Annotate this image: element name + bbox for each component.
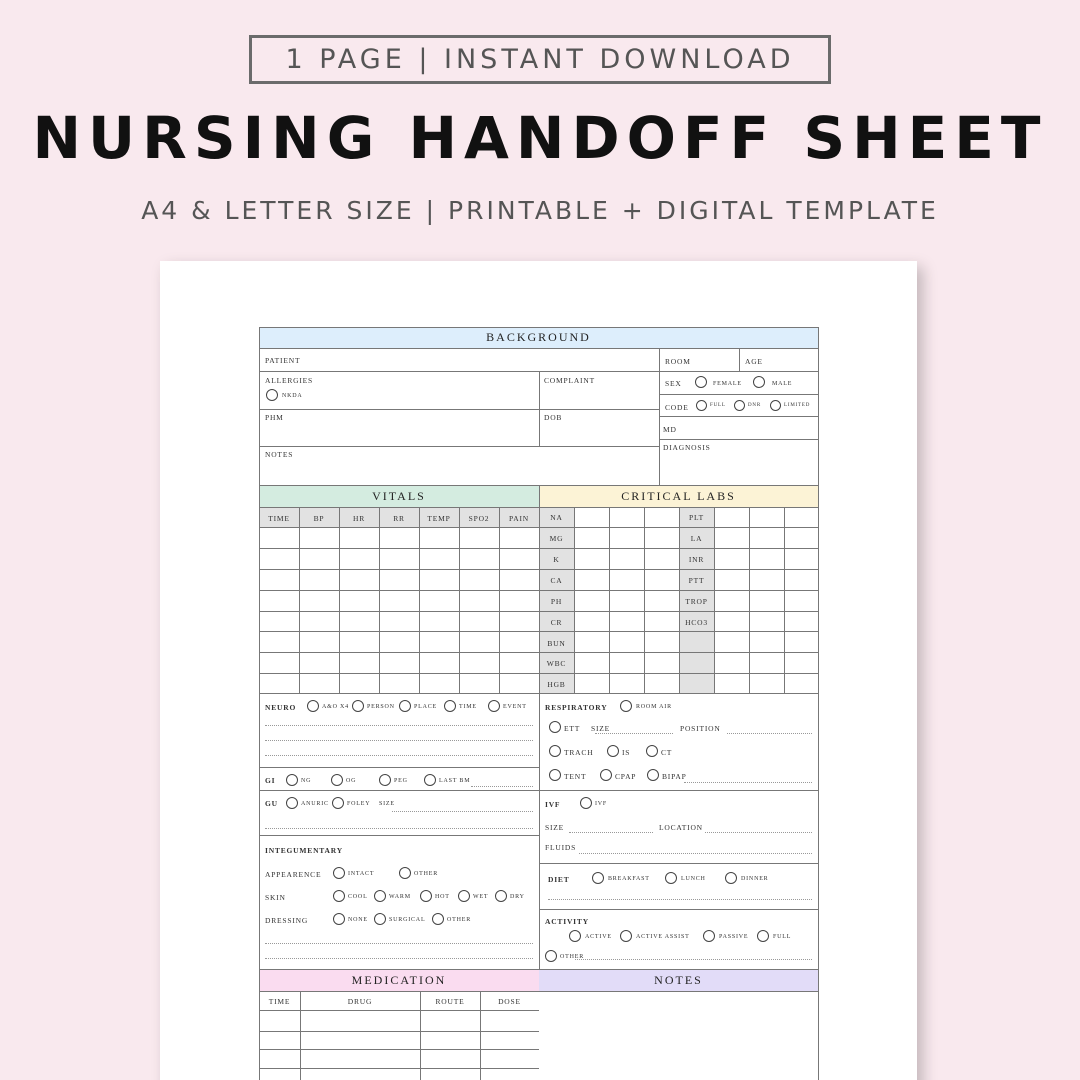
write-in-line[interactable] [705, 832, 812, 833]
grid-line [459, 507, 460, 693]
gi-og-checkbox[interactable] [331, 774, 343, 786]
activity-active-assist-checkbox[interactable] [620, 930, 632, 942]
lab-mg: MG [549, 534, 564, 543]
write-in-line[interactable] [392, 811, 533, 812]
ivf-size-label: SIZE [545, 823, 565, 832]
ett-checkbox[interactable] [549, 721, 561, 733]
activity-full-label: FULL [773, 934, 792, 940]
vitals-col-bp: BP [313, 514, 325, 523]
skin-dry-label: DRY [510, 894, 525, 900]
grid-line [539, 909, 818, 910]
limited-label: LIMITED [784, 403, 811, 408]
neuro-time-checkbox[interactable] [444, 700, 456, 712]
grid-line [539, 969, 818, 970]
room-air-label: ROOM AIR [636, 704, 672, 710]
respiratory-label: RESPIRATORY [545, 703, 608, 712]
skin-hot-checkbox[interactable] [420, 890, 432, 902]
dnr-checkbox[interactable] [734, 400, 745, 411]
nkda-checkbox[interactable] [266, 389, 278, 401]
write-in-line[interactable] [569, 832, 653, 833]
medication-header: MEDICATION [259, 970, 539, 991]
grid-line [574, 507, 575, 693]
grid-line [259, 790, 539, 791]
grid-line [259, 1031, 539, 1032]
frame-left [259, 327, 260, 1080]
vitals-col-pain: PAIN [508, 514, 529, 523]
diagnosis-label: DIAGNOSIS [663, 443, 711, 452]
grid-line [379, 507, 380, 693]
grid-line [609, 507, 610, 693]
diet-breakfast-checkbox[interactable] [592, 872, 604, 884]
write-in-line[interactable] [265, 828, 533, 829]
grid-line [259, 835, 539, 836]
full-code-label: FULL [710, 403, 726, 408]
ett-label: ETT [564, 724, 581, 733]
gu-label: GU [265, 799, 278, 808]
grid-line [419, 507, 420, 693]
grid-line [499, 507, 500, 693]
write-in-line[interactable] [265, 958, 533, 959]
dnr-label: DNR [748, 403, 761, 408]
full-code-checkbox[interactable] [696, 400, 707, 411]
neuro-label: NEURO [265, 703, 297, 712]
vitals-col-temp: TEMP [427, 514, 451, 523]
male-checkbox[interactable] [753, 376, 765, 388]
write-in-line[interactable] [265, 725, 533, 726]
lab-ptt: PTT [688, 576, 705, 585]
male-label: MALE [772, 381, 793, 387]
dressing-label: DRESSING [265, 916, 309, 925]
grid-line [259, 991, 818, 992]
lab-ph: PH [550, 597, 563, 606]
female-checkbox[interactable] [695, 376, 707, 388]
lab-plt: PLT [688, 513, 705, 522]
grid-line [714, 507, 715, 693]
activity-other-checkbox[interactable] [545, 950, 557, 962]
neuro-person-label: PERSON [367, 704, 395, 710]
grid-line [259, 1010, 539, 1011]
lab-k: K [553, 555, 560, 564]
skin-warm-checkbox[interactable] [374, 890, 386, 902]
activity-label: ACTIVITY [545, 917, 589, 926]
gi-label: GI [265, 776, 276, 785]
diet-label: DIET [548, 875, 570, 884]
neuro-person-checkbox[interactable] [352, 700, 364, 712]
write-in-line[interactable] [575, 959, 812, 960]
grid-line [259, 1068, 539, 1069]
grid-line [784, 507, 785, 693]
activity-passive-label: PASSIVE [719, 934, 749, 940]
grid-line [259, 569, 818, 570]
grid-line [659, 348, 660, 485]
neuro-event-label: EVENT [503, 704, 527, 710]
lab-bun: BUN [547, 639, 566, 648]
dressing-surgical-label: SURGICAL [389, 917, 426, 923]
activity-full-checkbox[interactable] [757, 930, 769, 942]
ct-checkbox[interactable] [646, 745, 658, 757]
diet-dinner-checkbox[interactable] [725, 872, 737, 884]
write-in-line[interactable] [579, 853, 812, 854]
grid-line [259, 767, 539, 768]
neuro-event-checkbox[interactable] [488, 700, 500, 712]
grid-line [480, 991, 481, 1080]
write-in-line[interactable] [265, 740, 533, 741]
activity-active-assist-label: ACTIVE ASSIST [636, 934, 690, 940]
grid-line [259, 590, 818, 591]
vitals-col-rr: RR [393, 514, 405, 523]
lab-wbc: WBC [546, 659, 567, 668]
neuro-place-checkbox[interactable] [399, 700, 411, 712]
grid-line [259, 631, 818, 632]
med-col-time: TIME [268, 997, 291, 1006]
phm-label: PHM [265, 413, 284, 422]
tent-label: TENT [564, 772, 587, 781]
grid-line [339, 507, 340, 693]
neuro-place-label: PLACE [414, 704, 438, 710]
nkda-label: NKDA [282, 393, 303, 399]
grid-line [679, 507, 680, 693]
appearence-label: APPEARENCE [265, 870, 322, 879]
neuro-ao-x4-checkbox[interactable] [307, 700, 319, 712]
write-in-line[interactable] [265, 943, 533, 944]
gu-foley-checkbox[interactable] [332, 797, 344, 809]
activity-active-checkbox[interactable] [569, 930, 581, 942]
cpap-label: CPAP [615, 772, 637, 781]
gi-og-label: OG [346, 778, 357, 784]
skin-cool-checkbox[interactable] [333, 890, 345, 902]
appearence-intact-label: INTACT [348, 871, 375, 877]
dressing-other-checkbox[interactable] [432, 913, 444, 925]
grid-line [539, 790, 818, 791]
grid-line [259, 969, 539, 970]
trach-checkbox[interactable] [549, 745, 561, 757]
diet-breakfast-label: BREAKFAST [608, 876, 650, 882]
write-in-line[interactable] [265, 755, 533, 756]
grid-line [300, 991, 301, 1080]
grid-line [539, 371, 540, 446]
gu-anuric-checkbox[interactable] [286, 797, 298, 809]
ct-label: CT [661, 748, 673, 757]
resp-size-label: SIZE [591, 724, 611, 733]
product-title: NURSING HANDOFF SHEET [32, 104, 1048, 172]
diet-lunch-checkbox[interactable] [665, 872, 677, 884]
grid-line [259, 652, 818, 653]
handoff-sheet [259, 327, 818, 1080]
lab-ca: CA [550, 576, 563, 585]
is-checkbox[interactable] [607, 745, 619, 757]
neuro-time-label: TIME [459, 704, 477, 710]
bipap-checkbox[interactable] [647, 769, 659, 781]
skin-wet-checkbox[interactable] [458, 890, 470, 902]
vitals-col-time: TIME [268, 514, 290, 523]
gi-last-bm-checkbox[interactable] [424, 774, 436, 786]
grid-line [259, 693, 818, 694]
gu-size-label: SIZE [379, 801, 395, 807]
activity-passive-checkbox[interactable] [703, 930, 715, 942]
grid-line [539, 485, 540, 970]
gu-foley-label: FOLEY [347, 801, 371, 807]
write-in-line[interactable] [471, 786, 533, 787]
grid-line [659, 439, 818, 440]
resp-position-label: POSITION [680, 724, 721, 733]
sex-label: SEX [665, 379, 682, 388]
complaint-label: COMPLAINT [544, 376, 595, 385]
gi-peg-label: PEG [394, 778, 408, 784]
dressing-surgical-checkbox[interactable] [374, 913, 386, 925]
skin-hot-label: HOT [435, 894, 450, 900]
lab-cr: CR [550, 618, 563, 627]
activity-active-label: ACTIVE [585, 934, 612, 940]
lab-la: LA [690, 534, 703, 543]
notes-field-label: NOTES [265, 450, 294, 459]
grid-line [659, 394, 818, 395]
write-in-line[interactable] [727, 733, 812, 734]
integumentary-label: INTEGUMENTARY [265, 846, 343, 855]
grid-line [259, 548, 818, 549]
gi-ng-checkbox[interactable] [286, 774, 298, 786]
gi-ng-label: NG [301, 778, 312, 784]
allergies-label: ALLERGIES [265, 376, 314, 385]
grid-line [659, 416, 818, 417]
appearence-other-label: OTHER [414, 871, 438, 877]
skin-label: SKIN [265, 893, 286, 902]
room-air-checkbox[interactable] [620, 700, 632, 712]
ivf-label: IVF [545, 800, 561, 809]
ivf-fluids-label: FLUIDS [545, 843, 577, 852]
vitals-col-hr: HR [352, 514, 366, 523]
product-subtitle: A4 & LETTER SIZE | PRINTABLE + DIGITAL TEMPLATE [141, 196, 939, 225]
trach-label: TRACH [564, 748, 594, 757]
grid-line [259, 348, 818, 349]
gu-anuric-label: ANURIC [301, 801, 329, 807]
dob-label: DOB [544, 413, 563, 422]
female-label: FEMALE [713, 381, 742, 387]
activity-other-label: OTHER [560, 954, 584, 960]
tent-checkbox[interactable] [549, 769, 561, 781]
dressing-none-checkbox[interactable] [333, 913, 345, 925]
skin-wet-label: WET [473, 894, 489, 900]
lab-na: NA [550, 513, 563, 522]
grid-line [539, 863, 818, 864]
age-label: AGE [745, 357, 763, 366]
diet-dinner-label: DINNER [741, 876, 769, 882]
lab-inr: INR [688, 555, 705, 564]
grid-line [259, 1049, 539, 1050]
write-in-line[interactable] [548, 899, 812, 900]
skin-cool-label: COOL [348, 894, 368, 900]
gi-last-bm-label: LAST BM [439, 778, 471, 784]
room-label: ROOM [665, 357, 691, 366]
grid-line [259, 673, 818, 674]
dressing-other-label: OTHER [447, 917, 471, 923]
notes-header: NOTES [539, 970, 818, 991]
ivf-location-label: LOCATION [659, 823, 703, 832]
lab-hco3: HCO3 [685, 618, 708, 627]
grid-line [259, 527, 818, 528]
md-label: MD [663, 425, 677, 434]
neuro-ao-x4-label: A&O X4 [322, 704, 349, 710]
frame-right [818, 327, 819, 1080]
grid-line [259, 409, 659, 410]
lab-trop: TROP [685, 597, 708, 606]
background-header: BACKGROUND [259, 327, 818, 348]
skin-dry-checkbox[interactable] [495, 890, 507, 902]
grid-line [259, 611, 818, 612]
vitals-header: VITALS [259, 486, 539, 507]
grid-line [420, 991, 421, 1080]
critical-labs-header: CRITICAL LABS [539, 486, 818, 507]
grid-line [644, 507, 645, 693]
frame-top [259, 327, 818, 328]
instant-download-badge [249, 35, 831, 84]
grid-line [749, 507, 750, 693]
write-in-line[interactable] [595, 733, 673, 734]
vitals-col-spo2: SPO2 [468, 514, 490, 523]
med-col-drug: DRUG [347, 997, 373, 1006]
diet-lunch-label: LUNCH [681, 876, 706, 882]
gi-peg-checkbox[interactable] [379, 774, 391, 786]
skin-warm-label: WARM [389, 894, 411, 900]
badge-text: 1 PAGE | INSTANT DOWNLOAD [285, 44, 795, 75]
grid-line [739, 348, 740, 371]
lab-hgb: HGB [547, 680, 566, 689]
bipap-label: BIPAP [662, 772, 687, 781]
grid-line [259, 446, 659, 447]
appearence-intact-checkbox[interactable] [333, 867, 345, 879]
limited-checkbox[interactable] [770, 400, 781, 411]
appearence-other-checkbox[interactable] [399, 867, 411, 879]
patient-label: PATIENT [265, 356, 301, 365]
ivf-checkbox[interactable] [580, 797, 592, 809]
code-label: CODE [665, 403, 689, 412]
is-label: IS [622, 748, 631, 757]
med-col-route: ROUTE [435, 997, 465, 1006]
grid-line [299, 507, 300, 693]
med-col-dose: DOSE [498, 997, 521, 1006]
write-in-line[interactable] [684, 782, 812, 783]
cpap-checkbox[interactable] [600, 769, 612, 781]
dressing-none-label: NONE [348, 917, 368, 923]
ivf-option-label: IVF [595, 801, 608, 807]
